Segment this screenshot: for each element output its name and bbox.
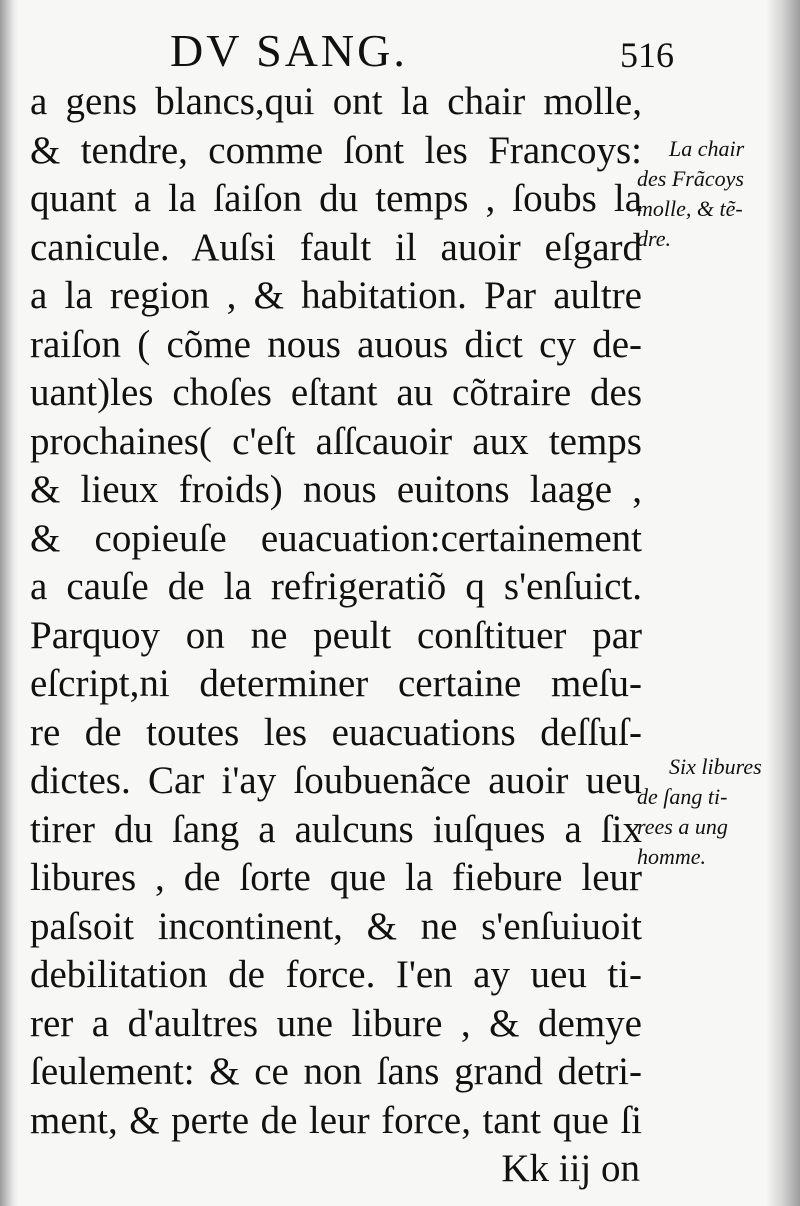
text-line: canicule. Auſsi fault il auoir eſgard	[30, 225, 642, 269]
text-line: a cauſe de la refrigeratiõ q s'enſuict.	[30, 565, 642, 608]
text-line: & tendre, comme ſont les Francoys:	[30, 128, 642, 172]
text-line: quant a la ſaiſon du temps , ſoubs la	[30, 177, 642, 220]
text-line: ſeulement: & ce non ſans grand detri-	[30, 1050, 642, 1093]
text-line: & lieux froids) nous euitons laage ,	[30, 468, 642, 511]
margin-note-line: molle, & tẽ-	[637, 196, 743, 221]
text-line: a la region , & habitation. Par aultre	[30, 274, 642, 317]
text-line: ment, & perte de leur force, tant que ſi	[30, 1098, 642, 1142]
text-line: re de toutes les euacuations deſſuſ-	[30, 710, 642, 754]
gutter-shadow	[0, 0, 18, 1206]
text-line: debilitation de force. I'en ay ueu ti-	[30, 953, 642, 996]
text-line: rer a d'aultres une libure , & demye	[30, 1001, 642, 1045]
text-line: dictes. Car i'ay ſoubuenãce auoir ueu	[30, 759, 642, 802]
text-line: tirer du ſang a aulcuns iuſques a ſix	[30, 807, 642, 851]
text-line: raiſon ( cõme nous auous dict cy de-	[30, 322, 642, 366]
text-line: uant)les choſes eſtant au cõtraire des	[30, 371, 642, 414]
margin-note-line: homme.	[637, 844, 707, 869]
text-line: prochaines( c'eſt aſſcauoir aux temps	[30, 419, 642, 463]
text-line: paſsoit incontinent, & ne s'enſuiuoit	[30, 904, 642, 948]
body-text	[30, 78, 642, 1194]
text-line: & copieuſe euacuation:certainement	[30, 516, 642, 560]
running-head: DV SANG.	[170, 25, 408, 76]
catchword: Kk iij on	[501, 1147, 640, 1190]
margin-note-six-pounds	[637, 752, 771, 872]
text-line: Parquoy on ne peult conſtituer par	[30, 613, 642, 657]
text-line: a gens blancs,qui ont la chair molle,	[30, 80, 642, 123]
margin-note-line: Six libures	[669, 754, 762, 779]
text-line: eſcript,ni determiner certaine meſu-	[30, 662, 642, 705]
margin-note-line: des Frãcoys	[637, 166, 744, 191]
margin-note-french-flesh	[637, 134, 771, 254]
page-number: 516	[620, 35, 674, 75]
margin-note-line: rees a ung	[637, 814, 728, 839]
margin-note-line: La chair	[669, 136, 745, 161]
margin-note-line: dre.	[637, 226, 672, 251]
margin-note-line: de ſang ti-	[637, 784, 728, 809]
page-edge-shadow	[766, 0, 800, 1206]
text-line: libures , de ſorte que la fiebure leur	[30, 856, 642, 899]
